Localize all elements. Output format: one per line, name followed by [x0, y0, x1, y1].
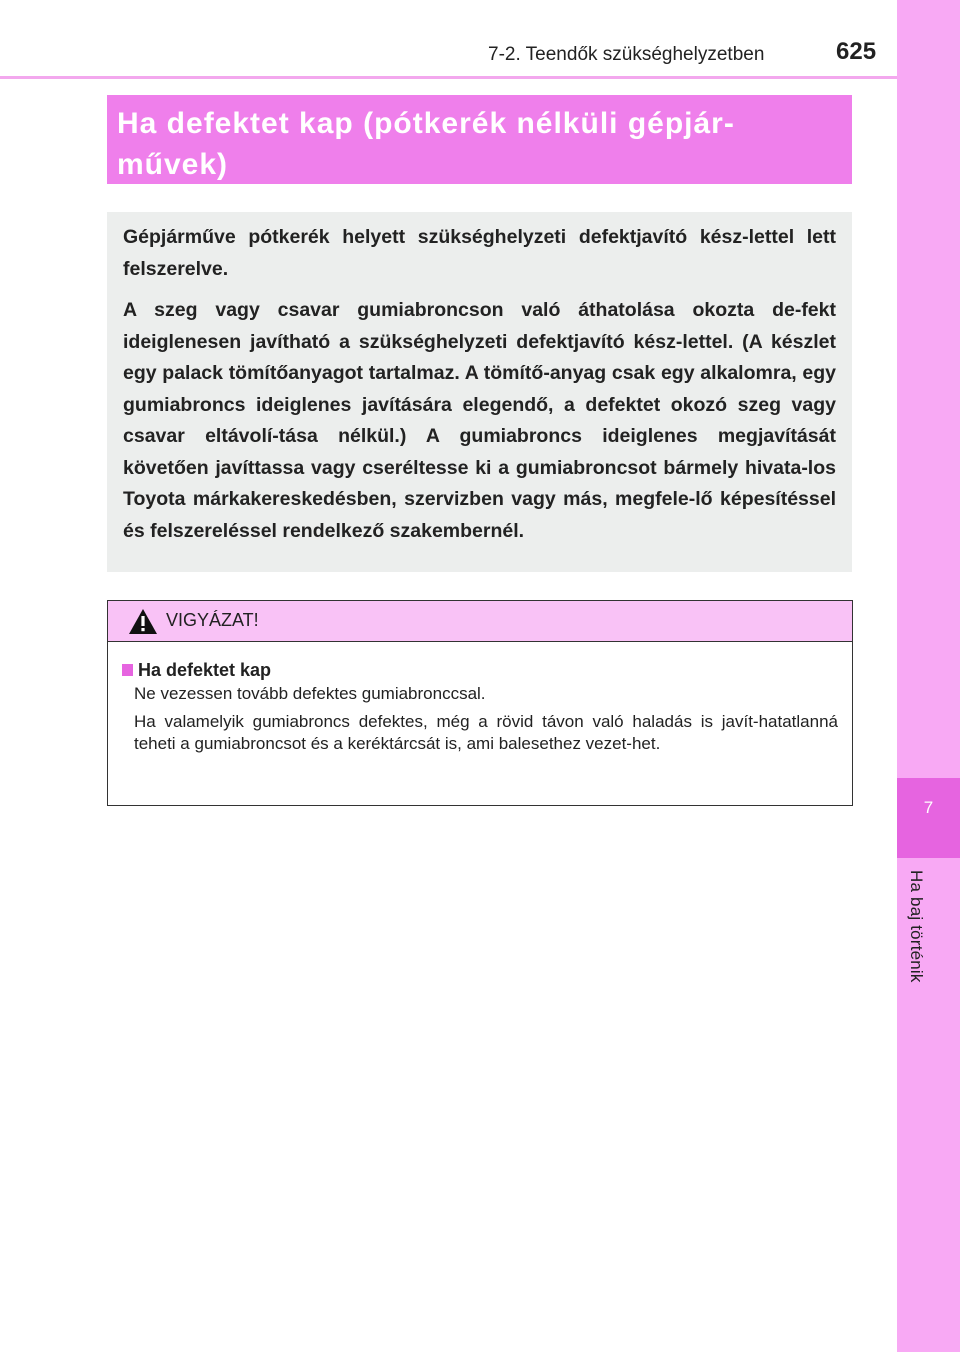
title-band [107, 95, 852, 184]
warning-text-1: Ne vezessen tovább defektes gumiabronccsal. [134, 684, 486, 703]
warning-box [107, 600, 853, 806]
warning-body [108, 642, 852, 755]
warning-label: VIGYÁZAT! [166, 610, 259, 630]
warning-item-title [122, 658, 838, 682]
chapter-number: 7 [923, 798, 934, 817]
bullet-square-icon [122, 664, 133, 676]
chapter-name: Ha baj történik [907, 870, 926, 983]
intro-paragraph-1: Gépjárműve pótkerék helyett szükséghelyzeti defektjavító kész-lettel lett felszerelve. [123, 226, 836, 280]
header-rule [0, 76, 897, 79]
warning-triangle-icon [128, 608, 158, 635]
intro-paragraph-2: A szeg vagy csavar gumiabroncson való áthatolása okozta de-fekt ideiglenesen javítható a szükséghelyzeti defektjavító kész-lettel. (A készlet egy palack tömítőanyagot tartalmaz. A tömítő-anyag csak egy alkalomra, egy gumiabroncs ideiglenes javítására elegendő, a defektet okozó szeg vagy csavar eltávolí-tása nélkül.) A gumiabroncs ideiglenes megjavítását követően javíttassa vagy cseréltesse ki a gumiabroncsot bármely hivata-los Toyota márkakereskedésben, szervizben vagy más, megfele-lő képesítéssel és felszereléssel rendelkező szakembernél. [123, 299, 836, 542]
page-title: Ha defektet kap (pótkerék nélküli gépjár-művek) [117, 107, 735, 181]
page-number: 625 [836, 38, 877, 65]
warning-header [108, 601, 852, 642]
section-title: 7-2. Teendők szükséghelyzetben [488, 44, 765, 65]
side-tab-upper [897, 0, 960, 778]
warning-item-title-text: Ha defektet kap [138, 660, 272, 680]
warning-text-2: Ha valamelyik gumiabroncs defektes, még a rövid távon való haladás is javít-hatatlanná teheti a gumiabroncsot és a keréktárcsát is, ami balesethez vezet-het. [134, 712, 838, 753]
page-header [0, 0, 897, 78]
intro-box [107, 212, 852, 572]
chapter-tab[interactable] [897, 778, 960, 858]
